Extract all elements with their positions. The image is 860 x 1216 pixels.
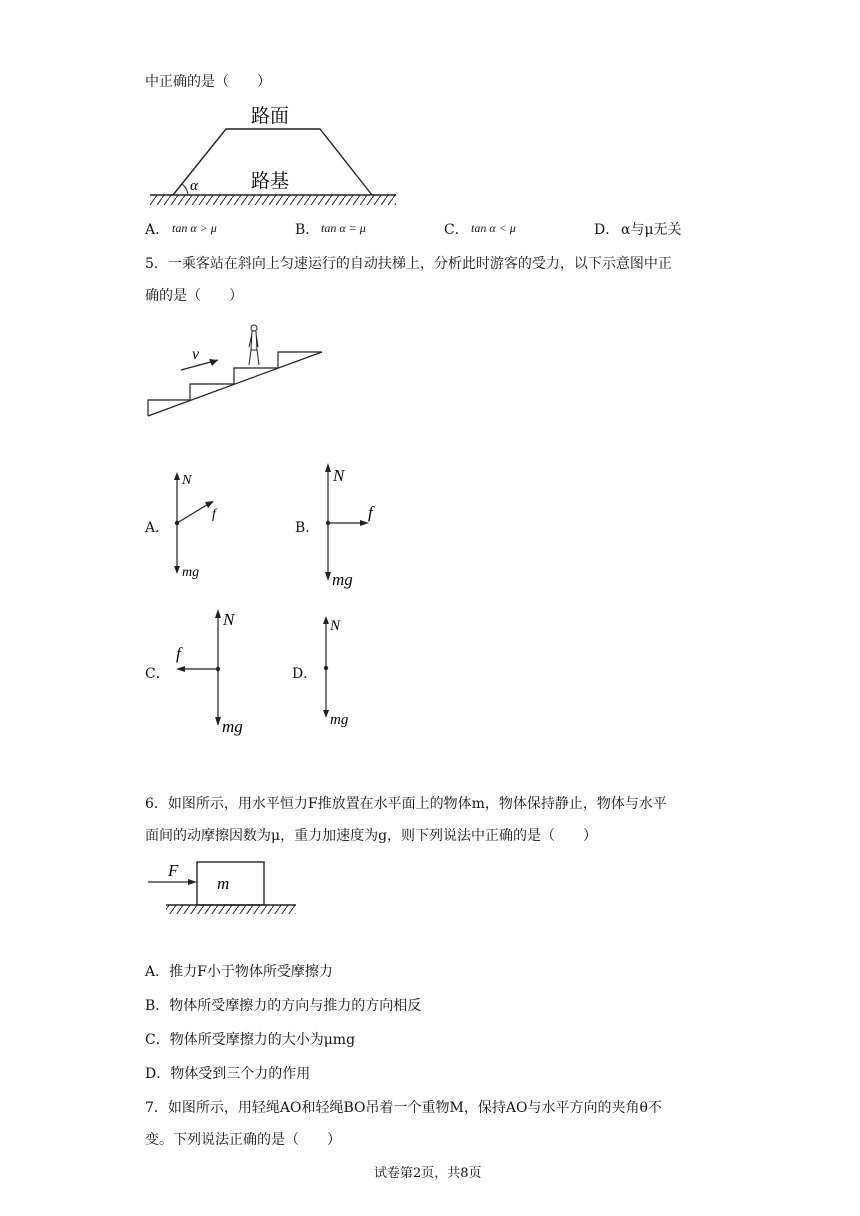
q4-tail-text: 中正确的是（ ） [145, 74, 271, 90]
force-f-label: F [168, 861, 179, 880]
q5-option-a-label: A． [145, 520, 170, 536]
q4-option-b-label: B． [295, 222, 320, 238]
q7-line1: 7．如图所示，用轻绳AO和轻绳BO吊着一个重物M，保持AO与水平方向的夹角θ不 [145, 1100, 662, 1116]
passenger-icon [249, 325, 259, 365]
ground-hatching [150, 195, 396, 205]
q4-option-b-text: tan α = μ [321, 221, 366, 235]
force-n-label: N [182, 473, 192, 488]
q4-option-c-label: C． [444, 222, 469, 238]
q6-line1: 6．如图所示，用水平恒力F推放置在水平面上的物体m，物体保持静止，物体与水平 [145, 796, 667, 812]
q6-option-b: B．物体所受摩擦力的方向与推力的方向相反 [145, 998, 422, 1014]
force-mg-label: mg [330, 712, 349, 728]
force-n-label: N [330, 618, 341, 634]
q5-line2: 确的是（ ） [145, 288, 243, 304]
q5-option-c-label: C． [145, 666, 170, 682]
road-surface-label: 路面 [251, 106, 290, 127]
q4-option-a-label: A． [145, 222, 170, 238]
q4-option-d-label: D． [594, 222, 620, 238]
escalator-incline [148, 352, 322, 416]
angle-alpha-label: α [190, 178, 198, 194]
road-embankment-figure [148, 98, 408, 213]
mass-m-label: m [217, 874, 230, 893]
velocity-v-label: v [192, 346, 200, 363]
q6-option-a: A．推力F小于物体所受摩擦力 [145, 964, 333, 980]
force-n-label: N [333, 466, 345, 485]
block-m [197, 862, 264, 905]
force-f-label: f [212, 507, 216, 522]
floor-hatching [166, 905, 296, 914]
q5-option-d-label: D． [292, 666, 318, 682]
q7-line2: 变。下列说法正确的是（ ） [145, 1132, 341, 1148]
q5-option-c-diagram [168, 604, 268, 739]
force-mg-label: mg [222, 717, 243, 736]
q6-line2: 面间的动摩擦因数为μ，重力加速度为g，则下列说法中正确的是（ ） [145, 828, 598, 844]
q5-option-d-diagram [312, 606, 372, 736]
q5-line1: 5．一乘客站在斜向上匀速运行的自动扶梯上，分析此时游客的受力，以下示意图中正 [145, 256, 672, 272]
force-f-label: f [176, 644, 181, 663]
q6-option-d: D．物体受到三个力的作用 [145, 1066, 311, 1082]
q5-option-b-diagram [312, 460, 392, 590]
page-footer: 试卷第2页，共8页 [374, 1166, 482, 1181]
roadbed-label: 路基 [251, 171, 290, 192]
escalator-figure [146, 320, 336, 430]
q6-option-c: C．物体所受摩擦力的大小为μmg [145, 1032, 356, 1048]
force-n-label: N [223, 610, 235, 629]
q4-option-d-text: α与μ无关 [621, 222, 682, 238]
block-push-figure [146, 858, 316, 918]
force-mg-label: mg [332, 570, 353, 589]
q4-option-c-text: tan α < μ [471, 221, 516, 235]
q4-option-a-text: tan α > μ [172, 221, 217, 235]
angle-arc [182, 184, 188, 195]
force-f-label: f [368, 503, 373, 522]
q5-option-b-label: B． [295, 520, 320, 536]
q5-option-a-diagram [160, 466, 230, 586]
force-mg-label: mg [182, 565, 200, 580]
